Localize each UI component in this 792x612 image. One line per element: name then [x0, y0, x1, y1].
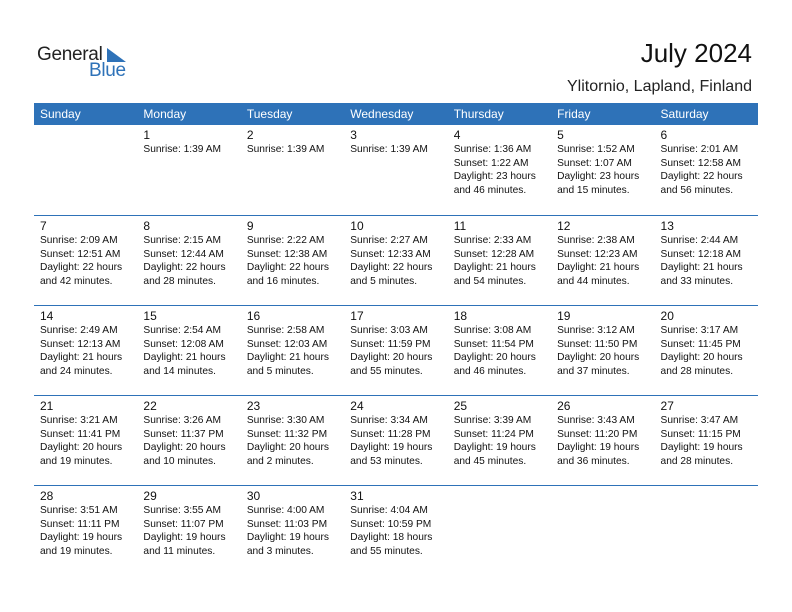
day-info-line: Sunrise: 3:17 AM	[660, 325, 739, 336]
day-info-line: Sunset: 11:03 PM	[246, 518, 328, 530]
week-row	[34, 125, 758, 215]
day-info-line: Sunrise: 3:39 AM	[453, 415, 532, 426]
day-info-line: Sunset: 11:45 PM	[660, 338, 741, 350]
day-info-line: Daylight: 20 hours	[350, 352, 433, 363]
day-cell	[448, 216, 551, 305]
day-cell	[344, 216, 447, 305]
day-cell	[551, 216, 654, 305]
day-number: 28	[40, 489, 54, 503]
day-info-line: Sunset: 12:58 AM	[660, 157, 741, 169]
day-info-line: Daylight: 20 hours	[246, 442, 329, 453]
calendar-weeks	[34, 125, 758, 575]
day-info-line: Sunset: 12:33 AM	[350, 248, 431, 260]
day-info-line: and 28 minutes.	[660, 365, 734, 377]
day-cell	[655, 216, 758, 305]
day-info-line: and 2 minutes.	[246, 455, 314, 467]
day-info-line: Daylight: 22 hours	[40, 262, 123, 273]
day-info-line: Daylight: 19 hours	[453, 442, 536, 453]
day-info-line: Sunset: 11:20 PM	[557, 428, 638, 440]
weekday-friday: Friday	[557, 107, 591, 121]
day-info-line: Daylight: 22 hours	[143, 262, 226, 273]
day-info-line: Sunrise: 3:26 AM	[143, 415, 222, 426]
day-cell	[137, 306, 240, 395]
day-cell	[241, 306, 344, 395]
day-info-line: Sunrise: 1:39 AM	[246, 144, 325, 155]
day-info-line: Sunrise: 2:15 AM	[143, 235, 222, 246]
day-info-line: and 5 minutes.	[246, 365, 314, 377]
day-info-line: Daylight: 19 hours	[350, 442, 433, 453]
day-info-line: Daylight: 19 hours	[660, 442, 743, 453]
day-info-line: Sunset: 10:59 PM	[350, 518, 432, 530]
day-info-line: Daylight: 21 hours	[557, 262, 640, 273]
day-info-line: Sunrise: 3:51 AM	[40, 505, 118, 516]
calendar-grid	[34, 103, 758, 575]
empty-day-cell	[34, 125, 137, 215]
day-cell	[344, 396, 447, 485]
day-info-line: Daylight: 23 hours	[557, 171, 640, 182]
day-info-line: Sunset: 11:11 PM	[40, 518, 120, 530]
day-info-line: and 10 minutes.	[143, 455, 216, 467]
day-info-line: and 19 minutes.	[40, 545, 113, 557]
day-cell	[344, 486, 447, 575]
day-info-line: and 28 minutes.	[143, 275, 216, 287]
weekday-thursday: Thursday	[453, 107, 504, 121]
day-number: 17	[350, 309, 364, 323]
day-number: 9	[246, 219, 254, 233]
day-cell	[655, 306, 758, 395]
day-info-line: Daylight: 19 hours	[246, 532, 329, 543]
day-number: 30	[246, 489, 261, 503]
logo-word-general: General	[37, 44, 103, 65]
day-number: 29	[143, 489, 157, 503]
day-info-line: and 36 minutes.	[557, 455, 630, 467]
weekday-sunday: Sunday	[40, 107, 81, 121]
day-info-line: and 56 minutes.	[660, 184, 734, 196]
day-info-line: and 5 minutes.	[350, 275, 418, 287]
day-number: 15	[143, 309, 157, 323]
day-number: 12	[557, 219, 571, 233]
day-info-line: Daylight: 23 hours	[453, 171, 536, 182]
day-info-line: Daylight: 21 hours	[246, 352, 329, 363]
day-info-line: Sunrise: 3:43 AM	[557, 415, 635, 426]
day-info-line: Sunset: 12:23 AM	[557, 248, 638, 260]
weekday-wednesday: Wednesday	[350, 107, 414, 121]
day-info-line: Daylight: 19 hours	[143, 532, 226, 543]
day-cell	[448, 125, 551, 215]
day-info-line: Sunset: 11:28 PM	[350, 428, 431, 440]
week-row	[34, 305, 758, 395]
day-info-line: Sunset: 11:37 PM	[143, 428, 224, 440]
day-info-line: and 19 minutes.	[40, 455, 113, 467]
day-info-line: and 16 minutes.	[246, 275, 320, 287]
day-number: 18	[453, 309, 468, 323]
day-info-line: Daylight: 20 hours	[557, 352, 640, 363]
day-number: 3	[350, 128, 357, 142]
day-info-line: Daylight: 21 hours	[143, 352, 226, 363]
day-cell	[448, 396, 551, 485]
day-number: 13	[660, 219, 674, 233]
day-number: 16	[246, 309, 261, 323]
day-info-line: Sunset: 11:41 PM	[40, 428, 121, 440]
day-info-line: and 33 minutes.	[660, 275, 734, 287]
day-number: 6	[660, 128, 668, 142]
day-info-line: Sunrise: 1:39 AM	[350, 144, 428, 155]
day-info-line: and 46 minutes.	[453, 365, 527, 377]
weekday-header	[34, 103, 758, 125]
day-info-line: Sunset: 12:03 AM	[246, 338, 328, 350]
day-info-line: Daylight: 21 hours	[453, 262, 536, 273]
day-info-line: and 3 minutes.	[246, 545, 314, 557]
day-info-line: Daylight: 21 hours	[660, 262, 743, 273]
day-info-line: Daylight: 20 hours	[453, 352, 536, 363]
day-info-line: and 55 minutes.	[350, 365, 423, 377]
day-cell	[551, 306, 654, 395]
day-info-line: Sunrise: 1:36 AM	[453, 144, 532, 155]
day-number: 10	[350, 219, 364, 233]
day-info-line: Sunset: 11:07 PM	[143, 518, 224, 530]
day-cell	[34, 396, 137, 485]
day-cell	[137, 396, 240, 485]
calendar-title: July 2024	[640, 38, 752, 68]
day-info-line: Daylight: 20 hours	[660, 352, 743, 363]
day-cell	[344, 306, 447, 395]
day-info-line: Sunset: 11:59 PM	[350, 338, 431, 350]
day-info-line: Daylight: 19 hours	[40, 532, 123, 543]
day-info-line: Sunrise: 3:55 AM	[143, 505, 222, 516]
day-info-line: Sunrise: 4:00 AM	[246, 505, 325, 516]
day-cell	[137, 486, 240, 575]
day-number: 22	[143, 399, 157, 413]
day-info-line: Sunrise: 3:12 AM	[557, 325, 635, 336]
day-number: 27	[660, 399, 674, 413]
empty-day-cell	[551, 486, 654, 575]
day-info-line: Sunrise: 3:21 AM	[40, 415, 118, 426]
day-info-line: Sunrise: 2:58 AM	[246, 325, 325, 336]
day-info-line: Daylight: 18 hours	[350, 532, 433, 543]
day-cell	[137, 216, 240, 305]
day-info-line: Daylight: 22 hours	[350, 262, 433, 273]
day-info-line: and 42 minutes.	[40, 275, 113, 287]
day-info-line: Sunrise: 2:33 AM	[453, 235, 532, 246]
day-info-line: and 37 minutes.	[557, 365, 630, 377]
day-info-line: Daylight: 21 hours	[40, 352, 123, 363]
day-number: 25	[453, 399, 468, 413]
logo-word-blue: Blue	[89, 60, 126, 81]
day-info-line: Sunset: 11:24 PM	[453, 428, 534, 440]
day-info-line: Sunrise: 3:08 AM	[453, 325, 532, 336]
day-number: 24	[350, 399, 364, 413]
day-number: 7	[40, 219, 47, 233]
day-number: 19	[557, 309, 571, 323]
day-info-line: Sunset: 1:07 AM	[557, 157, 632, 169]
day-number: 21	[40, 399, 54, 413]
day-info-line: Daylight: 22 hours	[660, 171, 743, 182]
day-cell	[137, 125, 240, 215]
day-info-line: Sunset: 12:28 AM	[453, 248, 535, 260]
day-info-line: and 24 minutes.	[40, 365, 113, 377]
day-cell	[551, 125, 654, 215]
day-cell	[344, 125, 447, 215]
day-cell	[241, 396, 344, 485]
day-info-line: Sunrise: 3:03 AM	[350, 325, 428, 336]
day-info-line: Sunset: 12:44 AM	[143, 248, 224, 260]
weekday-saturday: Saturday	[660, 107, 709, 121]
day-info-line: Sunrise: 2:44 AM	[660, 235, 739, 246]
day-info-line: Sunrise: 2:01 AM	[660, 144, 739, 155]
calendar-location: Ylitornio, Lapland, Finland	[566, 78, 752, 95]
day-info-line: Sunset: 11:32 PM	[246, 428, 328, 440]
weekday-tuesday: Tuesday	[246, 107, 293, 121]
day-info-line: Sunrise: 4:04 AM	[350, 505, 428, 516]
week-row	[34, 485, 758, 575]
day-info-line: Sunset: 12:08 AM	[143, 338, 224, 350]
day-cell	[448, 306, 551, 395]
day-info-line: Sunset: 1:22 AM	[453, 157, 529, 169]
day-number: 1	[143, 128, 151, 142]
day-info-line: Sunrise: 3:47 AM	[660, 415, 739, 426]
day-info-line: Sunset: 11:50 PM	[557, 338, 638, 350]
day-info-line: Sunset: 12:18 AM	[660, 248, 741, 260]
day-number: 20	[660, 309, 674, 323]
day-info-line: Sunrise: 2:49 AM	[40, 325, 118, 336]
day-info-line: Sunrise: 2:54 AM	[143, 325, 222, 336]
day-cell	[34, 486, 137, 575]
day-info-line: Sunset: 11:54 PM	[453, 338, 534, 350]
day-info-line: Sunrise: 2:22 AM	[246, 235, 325, 246]
day-info-line: and 28 minutes.	[660, 455, 734, 467]
day-info-line: and 55 minutes.	[350, 545, 423, 557]
day-cell	[34, 216, 137, 305]
day-info-line: Sunrise: 2:38 AM	[557, 235, 635, 246]
day-info-line: and 15 minutes.	[557, 184, 630, 196]
day-info-line: Sunset: 12:13 AM	[40, 338, 121, 350]
day-info-line: Sunset: 12:38 AM	[246, 248, 328, 260]
day-cell	[551, 396, 654, 485]
day-info-line: and 14 minutes.	[143, 365, 216, 377]
day-info-line: Daylight: 22 hours	[246, 262, 329, 273]
day-cell	[241, 125, 344, 215]
day-cell	[655, 396, 758, 485]
day-info-line: and 53 minutes.	[350, 455, 423, 467]
empty-day-cell	[655, 486, 758, 575]
day-info-line: Daylight: 20 hours	[40, 442, 123, 453]
day-cell	[655, 125, 758, 215]
day-info-line: Daylight: 20 hours	[143, 442, 226, 453]
day-info-line: Sunrise: 3:34 AM	[350, 415, 428, 426]
day-number: 31	[350, 489, 364, 503]
day-number: 2	[246, 128, 254, 142]
day-info-line: Sunset: 12:51 AM	[40, 248, 121, 260]
day-info-line: Sunset: 11:15 PM	[660, 428, 741, 440]
generalblue-logo	[37, 44, 137, 80]
day-info-line: and 54 minutes.	[453, 275, 527, 287]
week-row	[34, 395, 758, 485]
day-number: 14	[40, 309, 54, 323]
day-info-line: Daylight: 19 hours	[557, 442, 640, 453]
day-info-line: Sunrise: 2:09 AM	[40, 235, 118, 246]
week-row	[34, 215, 758, 305]
day-cell	[241, 486, 344, 575]
day-cell	[241, 216, 344, 305]
day-number: 11	[453, 219, 467, 233]
day-cell	[34, 306, 137, 395]
day-info-line: and 11 minutes.	[143, 545, 216, 557]
day-info-line: and 44 minutes.	[557, 275, 630, 287]
weekday-monday: Monday	[143, 107, 187, 121]
day-number: 26	[557, 399, 571, 413]
day-info-line: Sunrise: 2:27 AM	[350, 235, 428, 246]
day-info-line: and 45 minutes.	[453, 455, 527, 467]
day-info-line: and 46 minutes.	[453, 184, 527, 196]
day-info-line: Sunrise: 1:52 AM	[557, 144, 635, 155]
day-info-line: Sunrise: 1:39 AM	[143, 144, 222, 155]
day-info-line: Sunrise: 3:30 AM	[246, 415, 325, 426]
day-number: 23	[246, 399, 261, 413]
empty-day-cell	[448, 486, 551, 575]
day-number: 5	[557, 128, 564, 142]
day-number: 8	[143, 219, 151, 233]
day-number: 4	[453, 128, 461, 142]
